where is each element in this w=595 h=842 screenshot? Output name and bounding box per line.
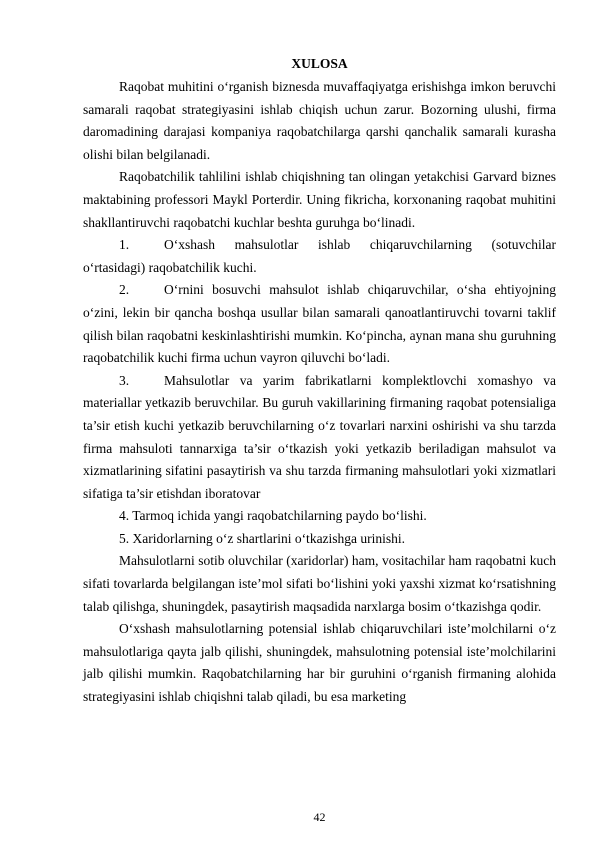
list-item-number: 2. [119, 282, 130, 298]
list-item-text: Mahsulotlar va yarim fabrikatlarni komplektlovchi xomashyo va materiallar yetkazib beruvchilar. Bu guruh vakillarining firmaning raqobat potensialiga ta’sir etish kuchi yetkazib beruvchilarning o‘z tovarlari narxini oshirishi va shu tarzda firma mahsuloti tannarxiga ta’sir o‘tkazish yoki yetkazib beriladigan mahsulot va xizmatlarining sifatini pasaytirish va shu tarzda firmaning mahsulotlari yoki xizmatlari sifatiga ta’sir etishdan iboratovar [83, 372, 556, 501]
list-item [83, 234, 556, 279]
list-item-text: O‘xshash mahsulotlar ishlab chiqaruvchilarning (sotuvchilar o‘rtasidagi) raqobatchilik kuchi. [83, 237, 556, 275]
list-item [83, 370, 556, 506]
paragraph: Raqobatchilik tahlilini ishlab chiqishning tan olingan yetakchisi Garvard biznes maktabining professori Maykl Porterdir. Uning fikricha, korxonaning raqobat muhitini shakllantiruvchi raqobatchi kuchlar beshta guruhga bo‘linadi. [83, 169, 556, 230]
paragraph: Raqobat muhitini o‘rganish biznesda muvaffaqiyatga erishishga imkon beruvchi samarali raqobat strategiyasini ishlab chiqish uchun zarur. Bozorning ulushi, firma daromadining darajasi kompaniya raqobatchilarga qarshi qanchalik samarali kurasha olishi bilan belgilanadi. [83, 79, 556, 162]
document-body [83, 76, 556, 709]
list-item-number: 1. [119, 237, 130, 253]
paragraph: 4. Tarmoq ichida yangi raqobatchilarning paydo bo‘lishi. [119, 508, 427, 524]
list-item-number: 3. [119, 372, 130, 388]
list-item [83, 279, 556, 369]
paragraph: 5. Xaridorlarning o‘z shartlarini o‘tkazishga urinishi. [119, 530, 406, 546]
list-item-text: O‘rnini bosuvchi mahsulot ishlab chiqaruvchilar, o‘sha ehtiyojning o‘zini, lekin bir qancha boshqa usullar bilan samarali qanoatlantiruvchi tovarni taklif qilish bilan raqobatni keskinlashtirishi mumkin. Ko‘pincha, aynan mana shu guruhning raqobatchilik kuchi firma uchun vayron qiluvchi bo‘ladi. [83, 282, 556, 366]
page-number: 42 [313, 810, 326, 824]
page-title: XULOSA [291, 56, 348, 71]
paragraph: O‘xshash mahsulotlarning potensial ishlab chiqaruvchilari iste’molchilarni o‘z mahsulotlariga qayta jalb qilishi, shuningdek, mahsulotning potensial iste’molchilarini jalb qilishi mumkin. Raqobatchilarning har bir guruhini o‘rganish firmaning alohida strategiyasini ishlab chiqishni talab qiladi, bu esa marketing [83, 621, 556, 705]
paragraph: Mahsulotlarni sotib oluvchilar (xaridorlar) ham, vositachilar ham raqobatni kuch sifati tovarlarda belgilangan iste’mol sifati bo‘lishini yoki yaxshi xizmat ko‘rsatishning talab qilishga, shuningdek, pasaytirish maqsadida narxlarga bosim o‘tkazishga qodir. [83, 553, 556, 614]
